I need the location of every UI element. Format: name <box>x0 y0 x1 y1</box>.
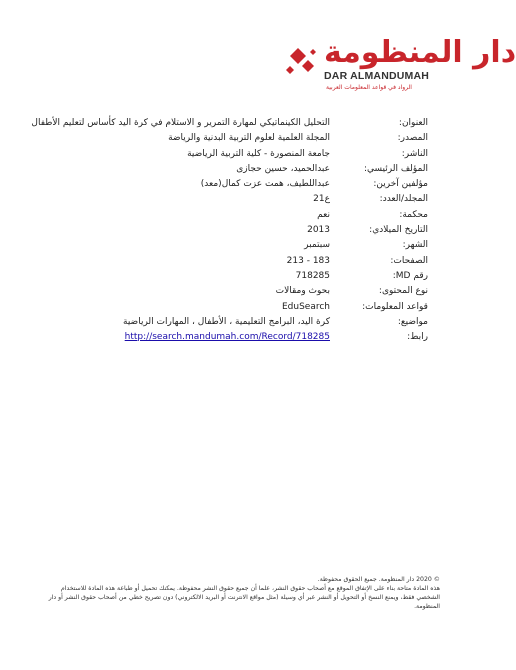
record-value: بحوث ومقالات <box>275 286 330 297</box>
record-value: 183 - 213 <box>286 255 330 266</box>
logo-mark-icon <box>282 42 322 82</box>
record-row <box>0 332 474 347</box>
record-row <box>0 133 474 148</box>
record-row <box>0 164 474 179</box>
record-value: ع21 <box>313 194 330 205</box>
record-value: 718285 <box>295 270 330 281</box>
record-label: المصدر: <box>397 133 428 144</box>
record-row <box>0 302 474 317</box>
record-label: مواضيع: <box>397 316 428 327</box>
record-value: المجلة العلمية لعلوم التربية البدنية والرياضة <box>168 133 330 144</box>
record-label: رقم MD: <box>392 270 428 281</box>
record-label: رابط: <box>407 332 428 343</box>
record-label: الشهر: <box>402 240 428 251</box>
record-row <box>0 118 474 133</box>
logo-tagline: الرواد في قواعد المعلومات العربية <box>326 84 412 91</box>
record-label: الناشر: <box>401 148 428 159</box>
record-row <box>0 317 474 332</box>
copyright-line: © 2020 دار المنظومة. جميع الحقوق محفوظة. <box>317 576 440 583</box>
record-row <box>0 210 474 225</box>
record-row <box>0 194 474 209</box>
record-label: قواعد المعلومات: <box>362 301 428 312</box>
record-label: الصفحات: <box>390 255 428 266</box>
logo-english-text: DAR ALMANDUMAH <box>324 70 430 82</box>
copyright-footer <box>40 575 440 611</box>
record-value: عبداللطيف، همت عزت كمال(معد) <box>200 179 330 190</box>
record-label: نوع المحتوى: <box>378 286 428 297</box>
record-label: المجلد/العدد: <box>379 194 428 205</box>
record-label: التاريخ الميلادي: <box>369 225 428 236</box>
logo-arabic-text: دار المنظومة <box>324 35 516 70</box>
record-label: المؤلف الرئيسي: <box>363 163 428 174</box>
record-row <box>0 179 474 194</box>
rights-notice: هذه المادة متاحة بناء على الإتفاق الموقع مع أصحاب حقوق النشر، علما أن جميع حقوق النشر محفوظة. يمكنك تحميل أو طباعة هذه المادة للاستخدام الشخصي فقط، ويمنع النسخ أو التحويل أو النشر عبر أي وسيلة (مثل مواقع الانترنت أو البريد الالكتروني) دون تصريح خطي من أصحاب حقوق النشر أو دار المنظومة. <box>48 585 440 610</box>
record-value: سبتمبر <box>304 240 330 251</box>
record-metadata <box>0 118 474 347</box>
record-label: العنوان: <box>398 118 428 128</box>
record-link[interactable]: http://search.mandumah.com/Record/718285 <box>124 332 330 343</box>
record-value: عبدالحميد، حسين حجازى <box>236 163 330 174</box>
record-value: التحليل الكينماتيكي لمهارة التمرير و الاستلام في كرة اليد كأساس لتعليم الأطفال <box>31 118 330 128</box>
record-value: كرة اليد، البرامج التعليمية ، الأطفال ، المهارات الرياضية <box>123 316 330 327</box>
record-row <box>0 271 474 286</box>
record-value: 2013 <box>307 225 330 236</box>
record-label: محكمة: <box>399 209 428 220</box>
record-label: مؤلفين آخرين: <box>373 179 428 190</box>
record-row <box>0 225 474 240</box>
publisher-logo <box>282 35 516 98</box>
record-value: نعم <box>317 209 330 220</box>
record-value: جامعة المنصورة - كلية التربية الرياضية <box>187 148 330 159</box>
record-row <box>0 256 474 271</box>
record-row <box>0 149 474 164</box>
record-row <box>0 286 474 301</box>
record-row <box>0 240 474 255</box>
record-value: EduSearch <box>281 301 330 312</box>
